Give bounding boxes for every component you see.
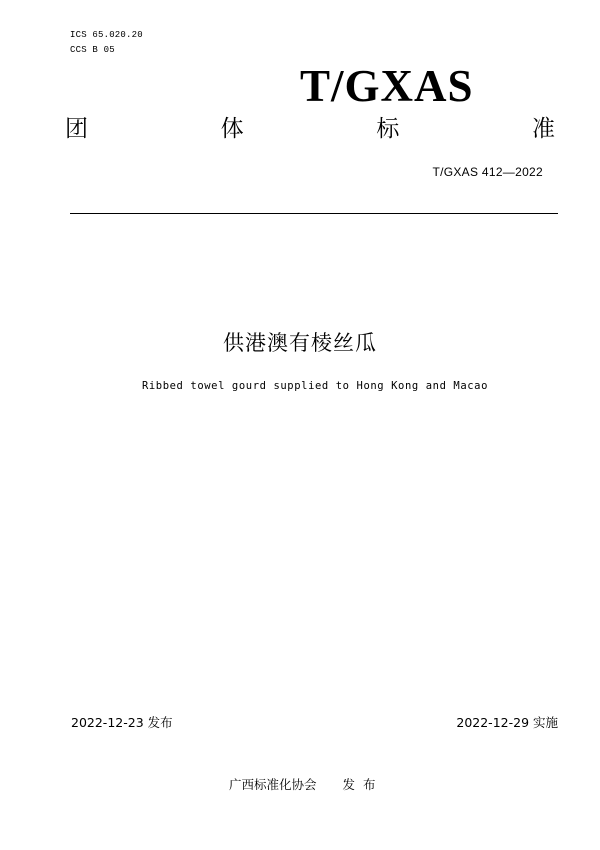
document-title-english: Ribbed towel gourd supplied to Hong Kong and Macao <box>141 380 489 392</box>
ics-code: ICS 65.020.20 <box>70 30 143 40</box>
standard-category <box>65 114 555 144</box>
header-divider <box>70 213 558 214</box>
issue-action-char: 发 <box>342 777 356 792</box>
category-char: 团 <box>65 116 88 142</box>
standard-mark: T/GXAS <box>300 61 474 111</box>
category-char: 体 <box>220 116 244 142</box>
implementation-date: 2022-12-29 实施 <box>456 715 558 730</box>
document-title-chinese: 供港澳有棱丝瓜 <box>223 331 377 355</box>
issue-action-char: 布 <box>363 777 376 792</box>
category-char: 标 <box>376 116 400 142</box>
issue-date: 2022-12-23 发布 <box>71 715 173 730</box>
issuer-name: 广西标准化协会 <box>229 777 317 792</box>
issuer-line <box>229 776 376 794</box>
standard-number: T/GXAS 412—2022 <box>432 165 543 179</box>
ccs-code: CCS B 05 <box>70 45 115 55</box>
category-char: 准 <box>531 116 555 142</box>
